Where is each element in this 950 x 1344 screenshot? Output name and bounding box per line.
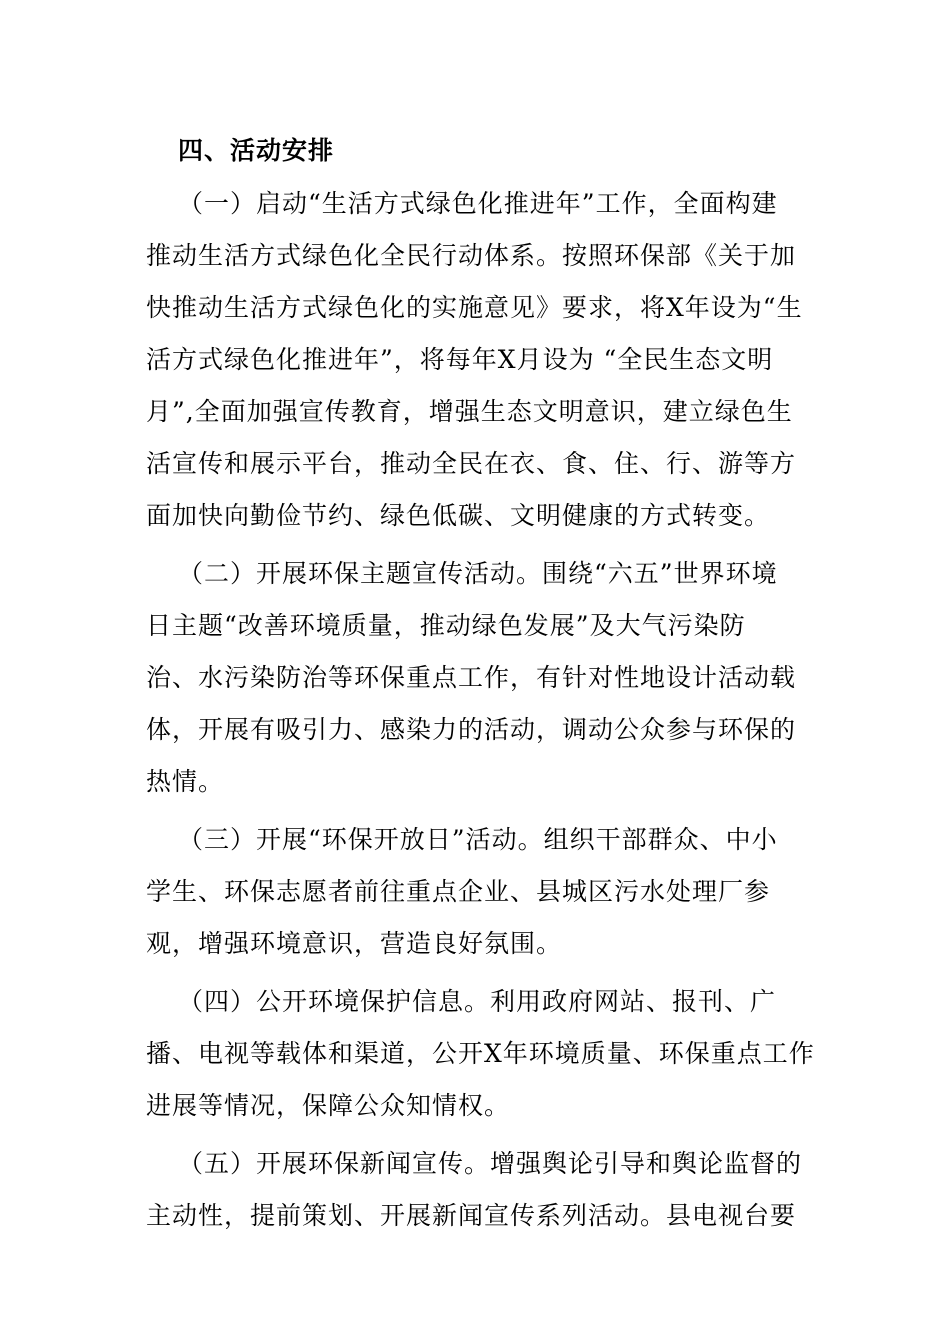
paragraph-1-line-5: 月”,全面加强宣传教育，增强生态文明意识，建立绿色生 xyxy=(146,397,793,426)
paragraph-1-line-6: 活宣传和展示平台，推动全民在衣、食、住、行、游等方 xyxy=(146,449,797,478)
paragraph-1-line-3: 快推动生活方式绿色化的实施意见》要求，将X年设为“生 xyxy=(146,293,803,322)
paragraph-3-line-2: 学生、环保志愿者前往重点企业、县城区污水处理厂参 xyxy=(146,877,771,906)
paragraph-1-line-2: 推动生活方式绿色化全民行动体系。按照环保部《关于加 xyxy=(146,241,797,270)
paragraph-4-line-2: 播、电视等载体和渠道，公开X年环境质量、环保重点工作 xyxy=(146,1039,815,1068)
paragraph-2-line-2: 日主题“改善环境质量，推动绿色发展”及大气污染防 xyxy=(146,611,746,640)
paragraph-1-line-7: 面加快向勤俭节约、绿色低碳、文明健康的方式转变。 xyxy=(146,501,771,530)
paragraph-5-line-1: （五）开展环保新闻宣传。增强舆论引导和舆论监督的 xyxy=(178,1149,803,1178)
paragraph-2-line-3: 治、水污染防治等环保重点工作，有针对性地设计活动载 xyxy=(146,663,797,692)
paragraph-3-line-3: 观，增强环境意识，营造良好氛围。 xyxy=(146,929,563,958)
paragraph-2-line-1: （二）开展环保主题宣传活动。围绕“六五”世界环境 xyxy=(178,559,778,588)
paragraph-1-line-1: （一）启动“生活方式绿色化推进年”工作，全面构建 xyxy=(178,189,778,218)
paragraph-5-line-2: 主动性，提前策划、开展新闻宣传系列活动。县电视台要 xyxy=(146,1201,797,1230)
paragraph-4-line-1: （四）公开环境保护信息。利用政府网站、报刊、广 xyxy=(178,987,777,1016)
section-heading: 四、活动安排 xyxy=(178,136,335,165)
paragraph-2-line-4: 体，开展有吸引力、感染力的活动，调动公众参与环保的 xyxy=(146,715,797,744)
paragraph-1-line-4: 活方式绿色化推进年”，将每年X月设为 “全民生态文明 xyxy=(146,345,774,374)
paragraph-2-line-5: 热情。 xyxy=(146,767,225,796)
paragraph-4-line-3: 进展等情况，保障公众知情权。 xyxy=(146,1091,511,1120)
paragraph-3-line-1: （三）开展“环保开放日”活动。组织干部群众、中小 xyxy=(178,825,778,854)
